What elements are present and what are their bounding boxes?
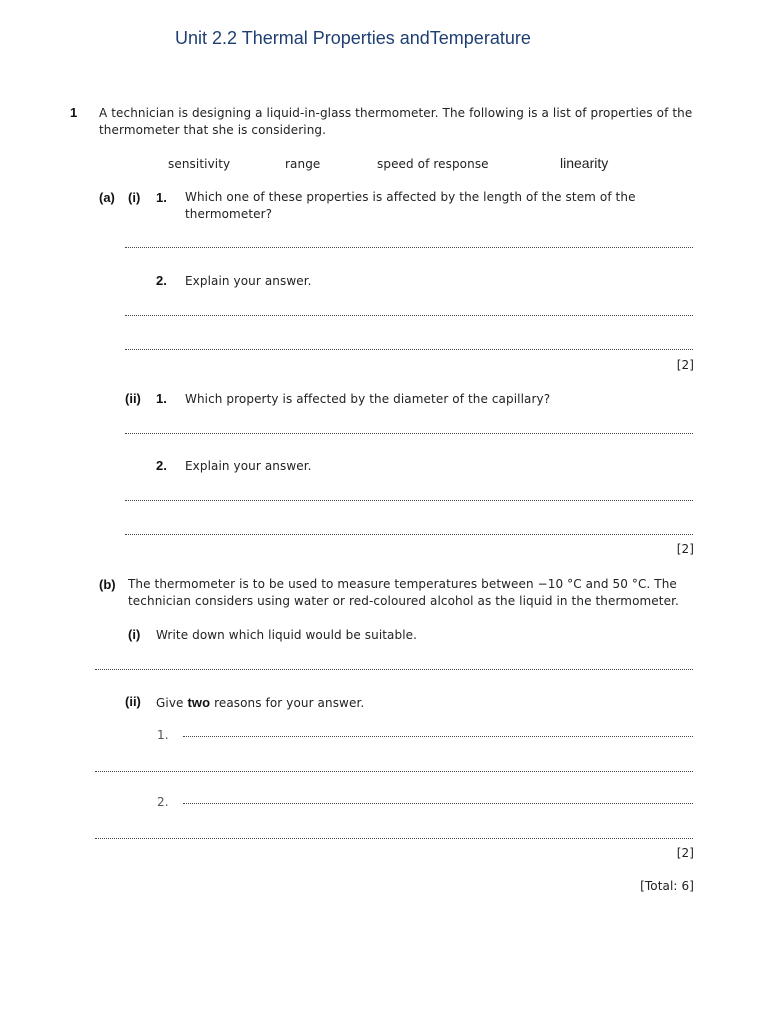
part-a-ii-2-number: 2. (156, 458, 167, 473)
answer-line-b-i[interactable] (95, 669, 693, 670)
reason-1-number: 1. (157, 728, 169, 742)
answer-line-a-i-2b[interactable] (125, 349, 693, 350)
part-a-i-2-number: 2. (156, 273, 167, 288)
reason-2-number: 2. (157, 795, 169, 809)
part-a-ii-2-text: Explain your answer. (185, 459, 312, 473)
part-b-ii-text-post: reasons for your answer. (214, 696, 365, 710)
answer-line-a-ii-2b[interactable] (125, 534, 693, 535)
part-a-ii-label: (ii) (125, 391, 141, 406)
answer-line-reason-1[interactable] (183, 736, 693, 737)
marks-a-ii: [2] (676, 542, 694, 556)
part-a-label: (a) (99, 190, 115, 205)
property-speed-of-response: speed of response (377, 157, 489, 171)
property-linearity: linearity (560, 155, 609, 171)
answer-line-reason-2[interactable] (183, 803, 693, 804)
answer-line-a-ii-2a[interactable] (125, 500, 693, 501)
property-sensitivity: sensitivity (168, 157, 231, 171)
part-b-label: (b) (99, 577, 116, 592)
total-marks: [Total: 6] (640, 879, 694, 893)
part-b-i-label: (i) (128, 627, 141, 642)
question-intro-line-1: A technician is designing a liquid-in-glass thermometer. The following is a list of properties of the (99, 106, 693, 120)
part-a-i-2-text: Explain your answer. (185, 274, 312, 288)
answer-line-a-ii-1[interactable] (125, 433, 693, 434)
marks-a-i: [2] (676, 358, 694, 372)
answer-line-a-i-1[interactable] (125, 247, 693, 248)
part-a-i-1-line-1: Which one of these properties is affected by the length of the stem of the (185, 190, 636, 204)
part-a-ii-1-number: 1. (156, 391, 167, 406)
answer-line-reason-1-cont[interactable] (95, 771, 693, 772)
part-a-i-1-number: 1. (156, 190, 167, 205)
part-a-i-1-line-2: thermometer? (185, 207, 273, 221)
part-b-ii-label: (ii) (125, 694, 141, 709)
part-a-ii-1-text: Which property is affected by the diameter of the capillary? (185, 392, 551, 406)
marks-b: [2] (676, 846, 694, 860)
question-number: 1 (70, 105, 78, 120)
part-b-intro-line-1: The thermometer is to be used to measure temperatures between −10 °C and 50 °C. The (128, 577, 677, 591)
property-range: range (285, 157, 321, 171)
part-a-i-label: (i) (128, 190, 141, 205)
part-b-intro-line-2: technician considers using water or red-coloured alcohol as the liquid in the thermometer. (128, 594, 679, 608)
part-b-i-text: Write down which liquid would be suitable. (156, 628, 418, 642)
part-b-ii-text-pre: Give (156, 696, 184, 710)
answer-line-a-i-2a[interactable] (125, 315, 693, 316)
question-intro-line-2: thermometer that she is considering. (99, 123, 327, 137)
part-b-ii-text (156, 695, 364, 710)
part-b-ii-text-bold: two (187, 695, 211, 710)
answer-line-reason-2-cont[interactable] (95, 838, 693, 839)
page-title: Unit 2.2 Thermal Properties andTemperature (175, 28, 531, 48)
